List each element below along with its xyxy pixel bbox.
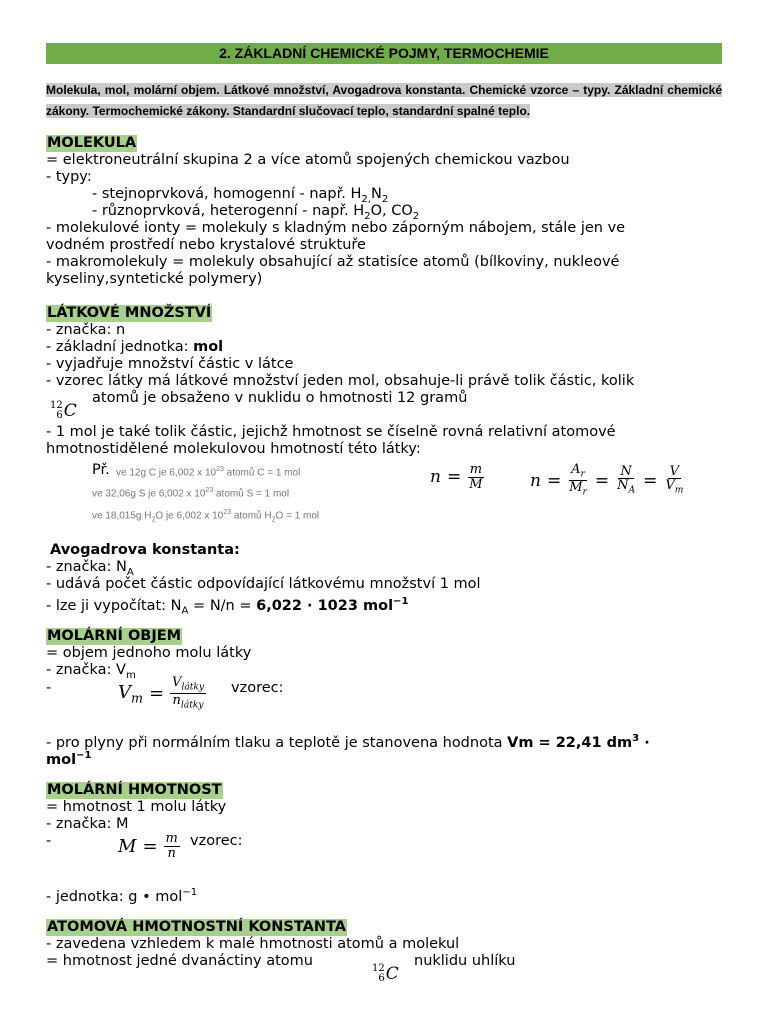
text: atomů C = 1 mol: [226, 467, 301, 479]
example-water: [92, 509, 319, 523]
text: - různoprvková, heterogenní - např. H: [92, 203, 365, 219]
latkove-mol-def-1: - 1 mol je také tolik částic, jejichž hmotnost se číselně rovná relativní atomové: [46, 424, 616, 440]
heading-avogadro: Avogadrova konstanta:: [50, 542, 240, 558]
element-symbol: C: [63, 401, 77, 421]
latkove-atomu: atomů je obsaženo v nuklidu o hmotnosti 12 gramů: [92, 390, 468, 406]
text: = N/n =: [188, 597, 257, 614]
avogadro-udava: - udává počet částic odpovídající látkovému množství 1 mol: [46, 576, 481, 592]
molekula-makro-1: - makromolekuly = molekuly obsahující až statisíce atomů (bílkoviny, nukleové: [46, 254, 620, 270]
hmotnost-definition: = hmotnost 1 molu látky: [46, 799, 227, 815]
text: O, CO: [370, 203, 413, 219]
objem-vzorec-label: vzorec:: [231, 680, 284, 696]
exponent: 23: [223, 509, 232, 516]
atomic-number: 6: [56, 410, 63, 421]
exponent: 23: [216, 466, 224, 473]
objem-plyny: [46, 730, 650, 752]
topics-text: Molekula, mol, molární objem. Látkové množství, Avogadrova konstanta. Chemické vzorce – typy. Základní chemické zákony. Termochemické zákony. Standardní slučovací teplo, standardní spalné teplo.: [46, 83, 722, 118]
text: - značka: N: [46, 559, 127, 575]
latkove-vzorec: - vzorec látky má látkové množství jeden mol, obsahuje-li právě tolik částic, kolik: [46, 373, 635, 389]
subscript: 2: [151, 516, 156, 524]
konstanta-nuklid: nuklidu uhlíku: [414, 953, 516, 969]
text: ve 12g C je 6,002 x 10: [116, 467, 217, 479]
latkove-znacka: - značka: n: [46, 322, 126, 338]
subscript: 2,: [361, 193, 372, 205]
exponent: −1: [76, 750, 92, 761]
value: 6,022 · 1023 mol: [256, 597, 394, 614]
text: - základní jednotka:: [46, 339, 194, 355]
molekula-types: - typy:: [46, 169, 92, 185]
exponent: −1: [393, 596, 409, 607]
text: ve 32,06g S je 6,002 x 10: [92, 488, 206, 500]
value: Vm = 22,41 dm: [507, 734, 633, 751]
molekula-makro-2: kyseliny,syntetické polymery): [46, 271, 263, 287]
subscript: 2: [271, 516, 276, 524]
objem-definition: = objem jednoho molu látky: [46, 645, 252, 661]
subscript: m: [125, 669, 136, 681]
subscript: A: [181, 605, 189, 617]
text: atomů H: [233, 510, 272, 522]
topics-summary: [46, 80, 722, 122]
text: - lze ji vypočítat: N: [46, 597, 182, 614]
subscript: A: [126, 566, 134, 578]
objem-dash: -: [46, 680, 52, 696]
hmotnost-dash: -: [46, 833, 52, 849]
hmotnost-vzorec-label: vzorec:: [190, 833, 243, 849]
molekula-definition: = elektroneutrální skupina 2 a více atomů spojených chemickou vazbou: [46, 152, 570, 168]
example-sulfur: [92, 487, 289, 499]
text: ve 18,015g H: [92, 510, 152, 522]
heading-molarni-hmotnost: MOLÁRNÍ HMOTNOST: [47, 782, 222, 798]
text: - pro plyny při normálním tlaku a teplotě je stanovena hodnota: [46, 734, 508, 751]
latkove-mol-def-2: hmotnostidělené molekulovou hmotností této látky:: [46, 441, 421, 457]
nuclide-c12: [50, 393, 77, 421]
heading-atomova-konstanta: ATOMOVÁ HMOTNOSTNÍ KONSTANTA: [47, 919, 346, 935]
subscript: 2: [364, 210, 371, 222]
molekula-ionty-1: - molekulové ionty = molekuly s kladným nebo záporným nábojem, stále jen ve: [46, 220, 626, 236]
example-carbon: [116, 466, 300, 478]
atomic-number: 6: [378, 973, 385, 984]
text: - jednotka: g • mol: [46, 888, 183, 905]
exponent: 3: [632, 733, 640, 744]
latkove-jednotka: [46, 339, 223, 356]
text: atomů S = 1 mol: [216, 488, 290, 500]
text: - stejnoprvková, homogenní - např. H: [92, 186, 362, 202]
text: mol: [46, 751, 77, 768]
text: - značka: V: [46, 662, 126, 678]
formula-vm: $V_m$ = $\frac{V_{látky}}{n_{látky}}$: [118, 675, 205, 711]
objem-unit: [46, 747, 92, 769]
unit-mol: mol: [193, 339, 224, 355]
text: ·: [639, 734, 650, 751]
formula-n-ratios: n = $\frac{A_r}{M_r}$ = $\frac{N}{N_A}$ = $\frac{V}{V_m}$: [530, 462, 684, 498]
konstanta-definition: = hmotnost jedné dvanáctiny atomu: [46, 953, 313, 969]
subscript: 2: [381, 193, 389, 205]
avogadro-vypocet: [46, 593, 409, 620]
formula-n-m-M: n = $\frac{m}{M}$: [430, 462, 483, 492]
heading-latkove-mnozstvi: LÁTKOVÉ MNOŽSTVÍ: [47, 305, 212, 321]
text: O = 1 mol: [275, 510, 320, 522]
molekula-ionty-2: vodném prostředí nebo krystalové struktuře: [46, 237, 366, 253]
example-label: Př.: [92, 462, 110, 478]
formula-M: M = $\frac{m}{n}$: [118, 831, 178, 861]
text: N: [371, 186, 382, 202]
exponent: −1: [182, 887, 198, 898]
heading-molarni-objem: MOLÁRNÍ OBJEM: [47, 628, 182, 644]
hmotnost-znacka: - značka: M: [46, 816, 129, 832]
nuclide-c12-second: [372, 956, 399, 984]
exponent: 23: [205, 487, 214, 494]
text: O je 6,002 x 10: [155, 510, 224, 522]
mass-number: 12: [50, 400, 63, 411]
heading-molekula: MOLEKULA: [47, 135, 137, 151]
mass-number: 12: [372, 963, 385, 974]
latkove-vyjadruje: - vyjadřuje množství částic v látce: [46, 356, 294, 372]
page-title: 2. ZÁKLADNÍ CHEMICKÉ POJMY, TERMOCHEMIE: [46, 43, 722, 64]
subscript: 2: [412, 210, 420, 222]
konstanta-zavedena: - zavedena vzhledem k malé hmotnosti atomů a molekul: [46, 936, 460, 952]
hmotnost-jednotka: [46, 884, 197, 906]
element-symbol: C: [385, 964, 399, 984]
